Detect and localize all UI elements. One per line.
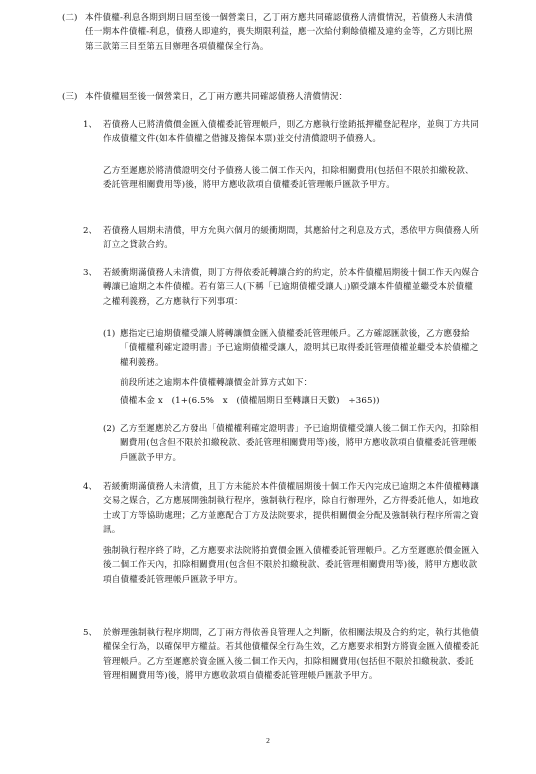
page-number: 2 [266, 736, 270, 745]
item-3-number: 3、 [83, 268, 98, 278]
sub-1-number: (1) [103, 329, 116, 339]
sub-2-text: 乙方至遲應於乙方發出「債權權利確定證明書」予已逾期債權受讓人後二個工作天內，扣除相關費用(包含但不限於扣繳稅款、委託管理相關費用等)後，將甲方應收款項自債權委託管理帳戶匯款予甲方。 [120, 424, 479, 463]
item-4-text: 若緩衝期滿債務人未清償，且丁方未能於本件債權屆期後十個工作天內完成已逾期之本件債權轉讓交易之媒合，乙方應展開強制執行程序，強制執行程序，除自行辦理外，乙方得委託他人，如地政士或丁方等協助處理；乙方並應配合丁方及法院要求，提供相關價金分配及強制執行程序所需之資訊。 [103, 482, 479, 536]
sub-2-number: (2) [103, 424, 116, 434]
clause-2-label: (二) [62, 13, 78, 23]
item-2-text: 若債務人屆期未清償，甲方允與六個月的緩衝期間，其應給付之利息及方式，悉依甲方與債務人所訂立之貸款合約。 [103, 226, 479, 251]
sub-1-text: 應指定已逾期債權受讓人將轉讓價金匯入債權委託管理帳戶。乙方確認匯款後，乙方應發給「債權權利確定證明書」予已逾期債權受讓人，證明其已取得委託管理債權並繼受本於債權之權利義務。 [120, 329, 479, 368]
item-1-paragraph-2: 乙方至遲應於將清償證明交付予債務人後二個工作天內，扣除相關費用(包括但不限於扣繳稅款、委託管理相關費用等)後，將甲方應收款項自債權委託管理帳戶匯款予甲方。 [103, 166, 474, 191]
item-1-number: 1、 [83, 120, 98, 130]
clause-3-label: (三) [62, 92, 78, 102]
item-5-number: 5、 [83, 628, 98, 638]
item-4-paragraph-2: 強制執行程序終了時，乙方應要求法院將拍賣價金匯入債權委託管理帳戶。乙方至遲應於價金匯入後二個工作天內，扣除相關費用(包含但不限於扣繳稅款、委託管理相關費用等)後，將甲方應收款項自債權委託管理帳戶匯款予甲方。 [103, 546, 479, 585]
formula-note: 前段所述之逾期本件債權轉讓價金計算方式如下： [120, 378, 313, 388]
formula: 債權本金 x (1+(6.5% x (債權屆期日至轉讓日天數) ÷365)) [120, 396, 380, 406]
item-5-text: 於辦理強制執行程序期間，乙丁兩方得依善良管理人之判斷，依相關法規及合約約定，執行其他債權保全行為，以確保甲方權益。若其他債權保全行為生效，乙方應要求相對方將資金匯入債權委託管理帳戶。乙方至遲應於資金匯入後二個工作天內，扣除相關費用(包括但不限於扣繳稅款、委託管理相關費用等)後，將甲方應收款項自債權委託管理帳戶匯款予甲方。 [103, 628, 479, 682]
item-4-number: 4、 [83, 482, 98, 492]
item-3-text: 若緩衝期滿債務人未清償，則丁方得依委託轉讓合約的約定，於本件債權屆期後十個工作天內媒合轉讓已逾期之本件債權。若有第三人(下稱「已逾期債權受讓人」)願受讓本件債權並繼受本於債權之權利義務，乙方應執行下列事項： [103, 268, 479, 307]
clause-2-text: 本件債權-利息各期到期日屆至後一個營業日，乙丁兩方應共同確認債務人清償情況，若債務人未清償任一期本件債權-利息，債務人即違約，喪失期限利益，應一次給付剩餘債權及違約金等，乙方則比照第三款第三目至第五目辦理各項債權保全行為。 [85, 13, 473, 52]
item-1-text: 若債務人已將清償價金匯入債權委託管理帳戶，則乙方應執行塗銷抵押權登記程序，並與丁方共同作成債權文件(如本件債權之借據及擔保本票)並交付清償證明予債務人。 [103, 120, 479, 145]
clause-3-text: 本件債權屆至後一個營業日，乙丁兩方應共同確認債務人清償情況： [85, 92, 348, 102]
item-2-number: 2、 [83, 226, 98, 236]
